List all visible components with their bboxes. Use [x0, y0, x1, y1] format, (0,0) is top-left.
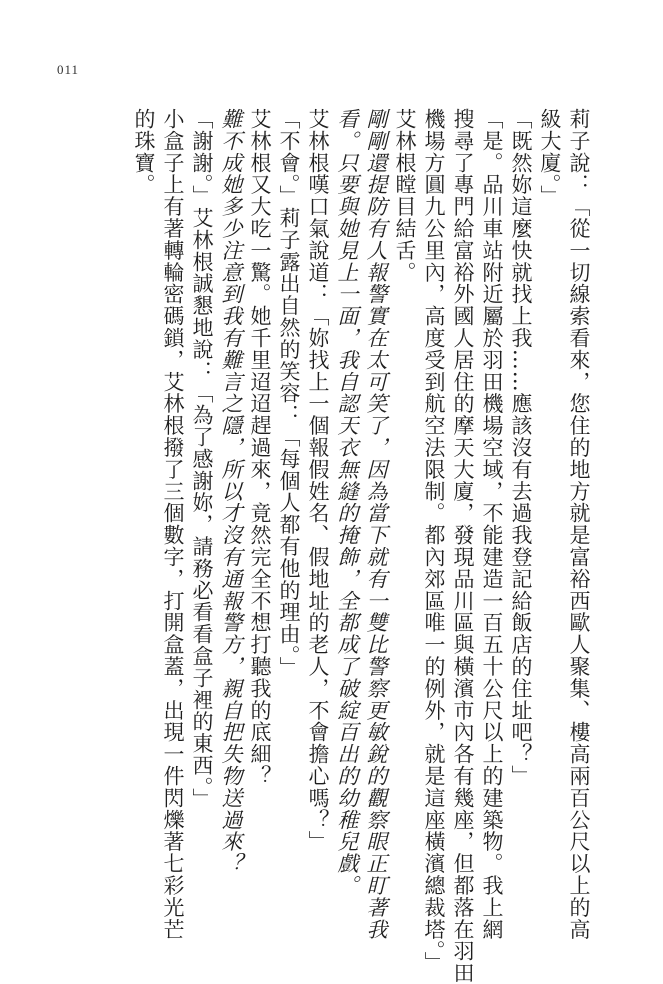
text-column: 艾林根瞠目結舌。: [393, 108, 417, 284]
text-column-italic: 剛剛還提防有人報警實在太可笑了，因為當下就有一雙比警察更敏銳的觀察眼正盯著我: [364, 108, 388, 941]
text-column: 小盒子上有著轉輪密碼鎖，艾林根撥了三個數字，打開盒蓋，出現一件閃爍著七彩光芒: [161, 108, 185, 941]
text-column: 「既然妳這麼快就找上我……應該沒有去過我登記給飯店的住址吧？」: [509, 108, 533, 787]
text-column: 搜尋了專門給富裕外國人居住的摩天大廈，發現品川區與橫濱市內各有幾座，但都落在羽田: [451, 108, 475, 984]
text-column-italic: 看。只要與她見上一面，我自認天衣無縫的掩飾，全都成了破綻百出的幼稚兒戲。: [335, 108, 359, 897]
text-column-italic: 難不成她多少注意到我有難言之隱，所以才沒有通報警方，親自把失物送過來？: [219, 108, 243, 875]
text-column: 級大廈。」: [538, 108, 562, 207]
text-column: 莉子說：「從一切線索看來，您住的地方就是富裕西歐人聚集、樓高兩百公尺以上的高: [567, 108, 591, 941]
text-column: 機場方圓九公里內，高度受到航空法限制。都內郊區唯一的例外，就是這座橫濱總裁塔。」: [422, 108, 446, 974]
text-column: 「是。品川車站附近屬於羽田機場空域，不能建造一百五十公尺以上的建築物。我上網: [480, 108, 504, 941]
text-column: 艾林根又大吃一驚。她千里迢迢趕過來，竟然完全不想打聽我的底細？: [248, 108, 272, 787]
text-column: 的珠寶。: [132, 108, 156, 196]
page-number: 011: [57, 62, 80, 77]
text-column: 艾林根嘆口氣說道：「妳找上一個報假姓名、假地址的老人，不會擔心嗎？」: [306, 108, 330, 853]
body-text: [129, 108, 593, 984]
text-column: 「謝謝。」艾林根誠懇地說：「為了感謝妳，請務必看看盒子裡的東西。」: [190, 108, 214, 810]
text-column: 「不會。」莉子露出自然的笑容：「每個人都有他的理由。」: [277, 108, 301, 679]
